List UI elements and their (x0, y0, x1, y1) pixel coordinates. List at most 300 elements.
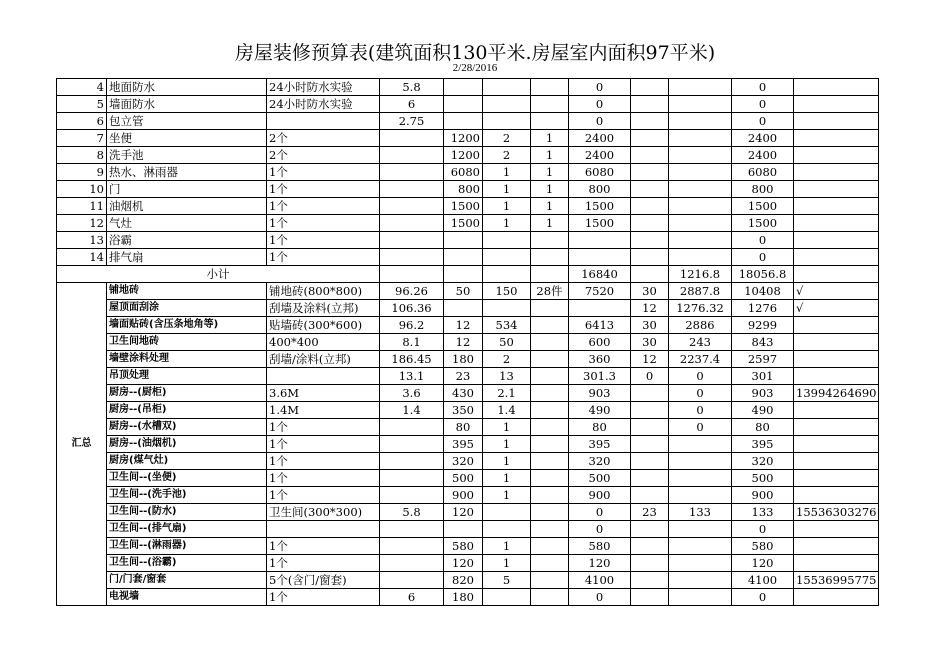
table-cell (483, 521, 531, 538)
table-cell: 133 (732, 504, 794, 521)
table-cell (631, 266, 669, 283)
table-cell (794, 334, 879, 351)
table-cell: 120 (444, 504, 483, 521)
table-cell (669, 232, 732, 249)
table-cell: 9299 (732, 317, 794, 334)
item-name: 油烟机 (107, 198, 267, 215)
table-cell (531, 589, 569, 606)
table-cell (794, 249, 879, 266)
table-cell (531, 487, 569, 504)
table-cell (794, 555, 879, 572)
table-cell (380, 453, 444, 470)
table-row (57, 147, 879, 164)
item-name: 卫生间--(防水) (107, 504, 267, 521)
item-name: 电视墙 (107, 589, 267, 606)
table-cell (531, 249, 569, 266)
item-name: 卫生间--(坐便) (107, 470, 267, 487)
table-cell (631, 555, 669, 572)
table-cell (531, 300, 569, 317)
table-cell: 1200 (444, 147, 483, 164)
item-spec: 铺地砖(800*800) (267, 283, 380, 300)
table-cell (631, 232, 669, 249)
table-cell: 350 (444, 402, 483, 419)
table-cell: 13 (483, 368, 531, 385)
table-cell (669, 555, 732, 572)
table-cell: 4100 (569, 572, 631, 589)
table-cell (669, 147, 732, 164)
table-cell: 50 (444, 283, 483, 300)
table-cell: 50 (483, 334, 531, 351)
table-cell: 1.4 (483, 402, 531, 419)
subtotal-label: 小计 (57, 266, 380, 283)
item-spec (267, 368, 380, 385)
table-cell (483, 232, 531, 249)
table-row (57, 96, 879, 113)
table-cell: 580 (569, 538, 631, 555)
row-index: 12 (57, 215, 107, 232)
table-cell: 395 (732, 436, 794, 453)
table-cell (531, 334, 569, 351)
table-cell (531, 419, 569, 436)
table-cell (380, 521, 444, 538)
table-cell (794, 589, 879, 606)
table-cell (669, 487, 732, 504)
row-index: 5 (57, 96, 107, 113)
table-cell (669, 79, 732, 96)
table-cell (444, 232, 483, 249)
table-cell: 843 (732, 334, 794, 351)
table-cell (380, 266, 444, 283)
table-cell: 800 (569, 181, 631, 198)
table-cell (380, 130, 444, 147)
table-cell (531, 351, 569, 368)
table-row (57, 538, 879, 555)
table-cell: 0 (631, 368, 669, 385)
table-cell (631, 181, 669, 198)
item-name: 热水、淋雨器 (107, 164, 267, 181)
table-cell (631, 198, 669, 215)
table-cell (631, 589, 669, 606)
table-cell: 1276.32 (669, 300, 732, 317)
page-title: 房屋装修预算表(建筑面积130平米.房屋室内面积97平米) (234, 42, 716, 64)
table-cell: 80 (444, 419, 483, 436)
table-cell (631, 164, 669, 181)
table-cell: 30 (631, 317, 669, 334)
table-cell (380, 181, 444, 198)
table-cell: 2400 (569, 147, 631, 164)
table-cell: 0 (569, 521, 631, 538)
table-cell: 600 (569, 334, 631, 351)
table-cell (669, 589, 732, 606)
table-cell: 13.1 (380, 368, 444, 385)
table-cell: 0 (732, 589, 794, 606)
table-cell (669, 470, 732, 487)
table-cell: 6080 (444, 164, 483, 181)
table-cell: 12 (631, 300, 669, 317)
table-row (57, 521, 879, 538)
table-cell: 500 (732, 470, 794, 487)
table-cell: 1500 (569, 198, 631, 215)
table-cell: 903 (732, 385, 794, 402)
table-row (57, 283, 879, 300)
item-name: 墙面防水 (107, 96, 267, 113)
table-cell: 10408 (732, 283, 794, 300)
table-cell (483, 266, 531, 283)
table-cell: 2597 (732, 351, 794, 368)
table-cell: 0 (669, 385, 732, 402)
table-row (57, 334, 879, 351)
table-cell (794, 113, 879, 130)
table-cell (380, 555, 444, 572)
table-row (57, 232, 879, 249)
item-name: 卫生间--(排气扇) (107, 521, 267, 538)
item-spec: 刮墙及涂料(立邦) (267, 300, 380, 317)
table-cell: 1500 (444, 198, 483, 215)
table-cell: 1 (483, 555, 531, 572)
table-cell: 800 (732, 181, 794, 198)
item-name: 地面防水 (107, 79, 267, 96)
table-row (57, 317, 879, 334)
table-cell: 4100 (732, 572, 794, 589)
table-cell: 1 (531, 164, 569, 181)
row-index: 10 (57, 181, 107, 198)
table-cell: 320 (444, 453, 483, 470)
table-cell (380, 147, 444, 164)
item-name: 门 (107, 181, 267, 198)
summary-label: 汇总 (57, 283, 107, 606)
table-cell: 6 (380, 589, 444, 606)
table-cell (380, 436, 444, 453)
table-cell (794, 130, 879, 147)
table-cell: √ (794, 300, 879, 317)
table-cell (444, 521, 483, 538)
table-cell (794, 147, 879, 164)
table-cell (483, 504, 531, 521)
table-cell (794, 368, 879, 385)
table-cell (483, 96, 531, 113)
row-index: 7 (57, 130, 107, 147)
table-cell (794, 79, 879, 96)
table-cell: 1 (483, 470, 531, 487)
table-cell: 186.45 (380, 351, 444, 368)
table-cell: 1 (483, 215, 531, 232)
table-cell (669, 130, 732, 147)
table-cell (380, 198, 444, 215)
row-index: 11 (57, 198, 107, 215)
table-row (57, 555, 879, 572)
table-cell: 0 (669, 402, 732, 419)
table-cell (531, 368, 569, 385)
item-spec: 1个 (267, 419, 380, 436)
table-cell: 7520 (569, 283, 631, 300)
item-spec: 1个 (267, 232, 380, 249)
table-cell: 96.2 (380, 317, 444, 334)
table-cell: 6 (380, 96, 444, 113)
table-cell (380, 487, 444, 504)
table-row (57, 402, 879, 419)
item-spec: 1个 (267, 555, 380, 572)
item-spec: 1个 (267, 215, 380, 232)
table-cell: 0 (669, 419, 732, 436)
table-cell (380, 232, 444, 249)
table-cell (483, 249, 531, 266)
table-cell (380, 164, 444, 181)
item-spec: 1个 (267, 198, 380, 215)
table-cell (444, 113, 483, 130)
row-index: 8 (57, 147, 107, 164)
table-cell: 0 (569, 79, 631, 96)
table-cell: 2886 (669, 317, 732, 334)
table-row (57, 215, 879, 232)
table-cell (794, 266, 879, 283)
table-cell: 120 (732, 555, 794, 572)
table-cell: 1500 (444, 215, 483, 232)
table-cell: 96.26 (380, 283, 444, 300)
table-cell: 150 (483, 283, 531, 300)
item-spec: 卫生间(300*300) (267, 504, 380, 521)
table-cell (531, 436, 569, 453)
table-cell (794, 470, 879, 487)
table-row (57, 589, 879, 606)
table-cell: 2 (483, 351, 531, 368)
table-cell: 16840 (569, 266, 631, 283)
table-row (57, 249, 879, 266)
table-cell (669, 181, 732, 198)
table-row (57, 79, 879, 96)
item-name: 铺地砖 (107, 283, 267, 300)
table-row (57, 419, 879, 436)
item-name: 浴霸 (107, 232, 267, 249)
table-cell (669, 249, 732, 266)
table-row (57, 368, 879, 385)
table-cell (631, 147, 669, 164)
table-cell: 243 (669, 334, 732, 351)
table-cell (631, 79, 669, 96)
table-cell: 490 (569, 402, 631, 419)
table-cell (380, 538, 444, 555)
table-cell (631, 470, 669, 487)
table-cell: 580 (732, 538, 794, 555)
item-spec (267, 521, 380, 538)
item-spec: 1个 (267, 589, 380, 606)
table-row (57, 198, 879, 215)
table-cell (794, 436, 879, 453)
table-cell: 2400 (569, 130, 631, 147)
table-cell (631, 453, 669, 470)
table-cell: 500 (569, 470, 631, 487)
table-cell (669, 521, 732, 538)
table-row (57, 130, 879, 147)
table-cell (669, 113, 732, 130)
item-name: 厨房--(厨柜) (107, 385, 267, 402)
table-cell: 2237.4 (669, 351, 732, 368)
table-cell (444, 79, 483, 96)
table-cell (444, 249, 483, 266)
table-cell (444, 96, 483, 113)
table-cell: 30 (631, 283, 669, 300)
item-name: 墙面贴砖(含压条地角等) (107, 317, 267, 334)
table-cell: 0 (569, 113, 631, 130)
table-cell (531, 79, 569, 96)
table-cell (531, 113, 569, 130)
table-cell (531, 266, 569, 283)
table-cell: 1 (483, 181, 531, 198)
item-name: 卫生间--(淋雨器) (107, 538, 267, 555)
table-cell: 180 (444, 589, 483, 606)
table-cell: 1200 (444, 130, 483, 147)
table-row (57, 470, 879, 487)
item-spec: 1个 (267, 453, 380, 470)
table-cell: 5.8 (380, 79, 444, 96)
row-index: 6 (57, 113, 107, 130)
table-cell (794, 419, 879, 436)
table-cell: 580 (444, 538, 483, 555)
table-cell: 6080 (569, 164, 631, 181)
table-cell: 1500 (732, 215, 794, 232)
table-cell (380, 249, 444, 266)
table-cell: 6080 (732, 164, 794, 181)
table-cell (531, 402, 569, 419)
item-spec: 5个(含门/窗套) (267, 572, 380, 589)
item-name: 包立管 (107, 113, 267, 130)
item-spec (267, 113, 380, 130)
subtotal-row (57, 266, 879, 283)
table-cell (794, 232, 879, 249)
table-cell (444, 300, 483, 317)
table-cell (380, 572, 444, 589)
item-spec: 24小时防水实验 (267, 79, 380, 96)
table-cell (669, 164, 732, 181)
table-cell: 0 (669, 368, 732, 385)
item-spec: 刮墙/涂料(立邦) (267, 351, 380, 368)
item-name: 洗手池 (107, 147, 267, 164)
table-cell: 2.1 (483, 385, 531, 402)
table-cell (794, 402, 879, 419)
table-cell: 133 (669, 504, 732, 521)
table-cell: 0 (732, 79, 794, 96)
table-cell (631, 538, 669, 555)
table-cell: 1 (483, 487, 531, 504)
table-cell: 0 (569, 589, 631, 606)
table-cell (631, 521, 669, 538)
table-cell: 23 (631, 504, 669, 521)
table-cell: 12 (444, 334, 483, 351)
item-spec: 24小时防水实验 (267, 96, 380, 113)
table-cell: 0 (732, 113, 794, 130)
table-cell: 1.4 (380, 402, 444, 419)
table-cell: 28件 (531, 283, 569, 300)
table-row (57, 351, 879, 368)
table-cell (631, 419, 669, 436)
table-cell: 8.1 (380, 334, 444, 351)
table-cell (794, 164, 879, 181)
table-cell (794, 181, 879, 198)
item-name: 排气扇 (107, 249, 267, 266)
table-cell: 80 (732, 419, 794, 436)
table-cell: 1276 (732, 300, 794, 317)
budget-table (56, 78, 879, 606)
table-cell: 301 (732, 368, 794, 385)
item-name: 屋顶面刮涂 (107, 300, 267, 317)
table-cell: 900 (732, 487, 794, 504)
table-cell: 1 (483, 436, 531, 453)
table-cell: 395 (569, 436, 631, 453)
table-cell (531, 470, 569, 487)
row-index: 4 (57, 79, 107, 96)
table-cell: 106.36 (380, 300, 444, 317)
table-cell (794, 487, 879, 504)
table-cell: 2400 (732, 130, 794, 147)
table-cell: 18056.8 (732, 266, 794, 283)
table-row (57, 487, 879, 504)
item-name: 坐便 (107, 130, 267, 147)
table-cell: 1216.8 (669, 266, 732, 283)
table-cell: 395 (444, 436, 483, 453)
row-index: 13 (57, 232, 107, 249)
table-cell: 301.3 (569, 368, 631, 385)
table-row (57, 436, 879, 453)
table-cell: 15536995775 (794, 572, 879, 589)
table-row (57, 572, 879, 589)
table-cell: 0 (732, 249, 794, 266)
table-cell (631, 113, 669, 130)
table-cell: 2 (483, 147, 531, 164)
table-cell (794, 453, 879, 470)
table-cell: 0 (732, 96, 794, 113)
table-cell (794, 521, 879, 538)
table-cell: 1 (483, 538, 531, 555)
table-cell: 1 (483, 453, 531, 470)
table-cell: 1 (483, 419, 531, 436)
table-cell (669, 538, 732, 555)
table-cell: 0 (732, 521, 794, 538)
table-cell (483, 113, 531, 130)
table-row (57, 453, 879, 470)
table-cell: 0 (732, 232, 794, 249)
table-cell: 30 (631, 334, 669, 351)
table-cell: 1 (531, 130, 569, 147)
table-cell: 320 (569, 453, 631, 470)
table-cell: 1500 (732, 198, 794, 215)
table-cell (569, 232, 631, 249)
table-cell (794, 538, 879, 555)
table-cell: 12 (631, 351, 669, 368)
table-cell: 1 (531, 198, 569, 215)
table-cell: 1 (531, 147, 569, 164)
table-row (57, 385, 879, 402)
table-cell (669, 215, 732, 232)
table-cell (669, 96, 732, 113)
table-cell (631, 96, 669, 113)
table-cell: 360 (569, 351, 631, 368)
table-cell: 180 (444, 351, 483, 368)
table-cell (669, 572, 732, 589)
item-name: 厨房(煤气灶) (107, 453, 267, 470)
table-cell: 1500 (569, 215, 631, 232)
table-cell (669, 436, 732, 453)
table-cell: 2887.8 (669, 283, 732, 300)
table-row (57, 300, 879, 317)
table-cell (531, 572, 569, 589)
table-cell (483, 589, 531, 606)
item-spec: 1个 (267, 436, 380, 453)
item-spec: 1个 (267, 538, 380, 555)
table-cell (631, 436, 669, 453)
table-cell (531, 317, 569, 334)
table-cell (631, 215, 669, 232)
table-cell (444, 266, 483, 283)
table-cell (631, 572, 669, 589)
